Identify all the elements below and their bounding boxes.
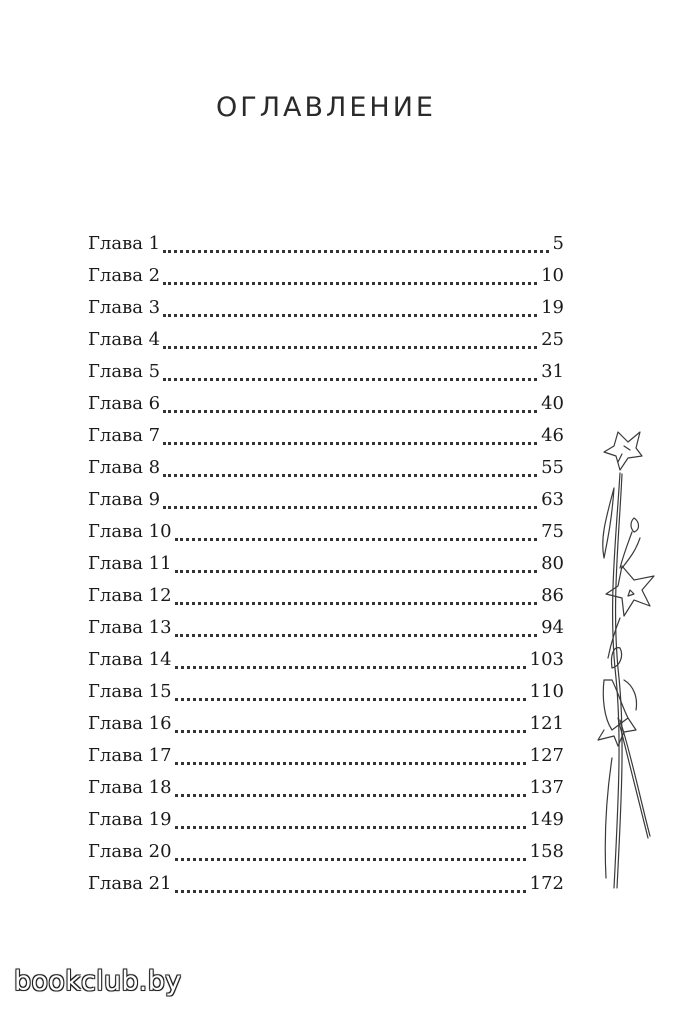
toc-entry-label: Глава 2 [88, 265, 161, 286]
toc-entry-label: Глава 18 [88, 777, 172, 798]
dot-leader [175, 762, 526, 765]
toc-entry-page: 110 [529, 681, 564, 702]
page-title: ОГЛАВЛЕНИЕ [216, 92, 436, 123]
toc-entry [88, 745, 564, 777]
toc-entry-page: 63 [541, 489, 564, 510]
toc-entry [88, 297, 564, 329]
toc-entry-label: Глава 16 [88, 713, 172, 734]
dot-leader [175, 570, 538, 573]
toc-entry-page: 40 [541, 393, 564, 414]
toc-entry-label: Глава 9 [88, 489, 161, 510]
toc-entry [88, 809, 564, 841]
toc-entry-page: 31 [541, 361, 564, 382]
dot-leader [175, 634, 538, 637]
toc-entry-label: Глава 19 [88, 809, 172, 830]
toc-entry-page: 10 [541, 265, 564, 286]
toc-entry-page: 172 [529, 873, 564, 894]
toc-entry [88, 777, 564, 809]
toc-entry [88, 489, 564, 521]
toc-entry-page: 55 [541, 457, 564, 478]
dot-leader [163, 378, 537, 381]
toc-entry-page: 25 [541, 329, 564, 350]
toc-entry [88, 425, 564, 457]
dot-leader [163, 410, 537, 413]
toc-entry-page: 5 [552, 233, 564, 254]
toc-entry-page: 103 [529, 649, 564, 670]
toc-entry-label: Глава 17 [88, 745, 172, 766]
dot-leader [175, 602, 538, 605]
dot-leader [175, 698, 526, 701]
toc-entry-label: Глава 8 [88, 457, 161, 478]
toc-entry-label: Глава 10 [88, 521, 172, 542]
bellflower-icon [578, 418, 678, 898]
toc-entry-label: Глава 12 [88, 585, 172, 606]
toc-entry [88, 361, 564, 393]
dot-leader [175, 890, 526, 893]
dot-leader [163, 314, 537, 317]
toc-entry-page: 149 [529, 809, 564, 830]
toc-entry-page: 80 [541, 553, 564, 574]
toc-entry-page: 46 [541, 425, 564, 446]
toc-entry [88, 713, 564, 745]
dot-leader [163, 442, 537, 445]
dot-leader [163, 282, 537, 285]
toc-entry [88, 393, 564, 425]
toc-entry-label: Глава 14 [88, 649, 172, 670]
dot-leader [175, 666, 526, 669]
toc-entry [88, 521, 564, 553]
toc-entry [88, 457, 564, 489]
toc-entry [88, 617, 564, 649]
toc-entry-label: Глава 20 [88, 841, 172, 862]
toc-entry-page: 127 [529, 745, 564, 766]
toc-entry [88, 649, 564, 681]
toc-entry [88, 681, 564, 713]
toc-entry-page: 137 [529, 777, 564, 798]
toc-entry-page: 75 [541, 521, 564, 542]
table-of-contents [88, 233, 564, 905]
toc-entry-page: 158 [529, 841, 564, 862]
toc-entry-label: Глава 11 [88, 553, 172, 574]
watermark: bookclub.by [14, 966, 182, 997]
toc-entry-label: Глава 4 [88, 329, 161, 350]
toc-entry-page: 19 [541, 297, 564, 318]
dot-leader [175, 826, 526, 829]
toc-entry [88, 233, 564, 265]
dot-leader [163, 474, 537, 477]
toc-entry-label: Глава 15 [88, 681, 172, 702]
toc-entry [88, 585, 564, 617]
toc-entry-label: Глава 7 [88, 425, 161, 446]
toc-entry-page: 94 [541, 617, 564, 638]
dot-leader [175, 538, 538, 541]
toc-entry-label: Глава 1 [88, 233, 161, 254]
toc-entry [88, 553, 564, 585]
toc-entry-label: Глава 3 [88, 297, 161, 318]
toc-entry-label: Глава 5 [88, 361, 161, 382]
toc-entry [88, 873, 564, 905]
toc-entry [88, 841, 564, 873]
toc-entry-label: Глава 21 [88, 873, 172, 894]
dot-leader [163, 506, 537, 509]
dot-leader [163, 250, 548, 253]
dot-leader [175, 794, 526, 797]
toc-entry-page: 121 [529, 713, 564, 734]
toc-entry-label: Глава 13 [88, 617, 172, 638]
dot-leader [175, 730, 526, 733]
toc-entry [88, 265, 564, 297]
toc-entry [88, 329, 564, 361]
dot-leader [175, 858, 526, 861]
dot-leader [163, 346, 537, 349]
toc-entry-label: Глава 6 [88, 393, 161, 414]
toc-entry-page: 86 [541, 585, 564, 606]
